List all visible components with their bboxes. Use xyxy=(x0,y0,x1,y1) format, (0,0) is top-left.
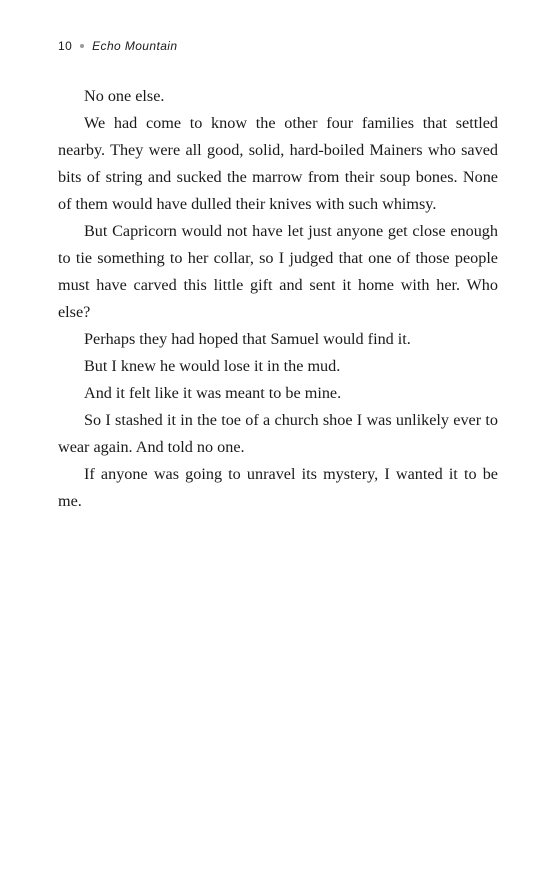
paragraph: Perhaps they had hoped that Samuel would find it. xyxy=(84,330,411,348)
running-head xyxy=(58,38,177,54)
paragraph: No one else. xyxy=(84,87,165,105)
paragraph: And it felt like it was meant to be mine. xyxy=(84,384,342,402)
paragraph: But I knew he would lose it in the mud. xyxy=(84,357,341,375)
page-number: 10 xyxy=(58,39,73,53)
separator-dot xyxy=(80,44,84,48)
body-text xyxy=(58,83,498,515)
paragraph: So I stashed it in the toe of a church shoe I was unlikely ever to wear again. And told no one. xyxy=(58,411,498,456)
book-title: Echo Mountain xyxy=(92,39,178,53)
paragraph: But Capricorn would not have let just anyone get close enough to tie something to her collar, so I judged that one of those people must have carved this little gift and sent it home with her. Who else? xyxy=(58,222,498,321)
paragraph: If anyone was going to unravel its mystery, I wanted it to be me. xyxy=(58,465,498,510)
paragraph: We had come to know the other four families that settled nearby. They were all good, solid, hard-boiled Mainers who saved bits of string and sucked the marrow from their soup bones. None of them would have dulled their knives with such whimsy. xyxy=(58,114,498,213)
